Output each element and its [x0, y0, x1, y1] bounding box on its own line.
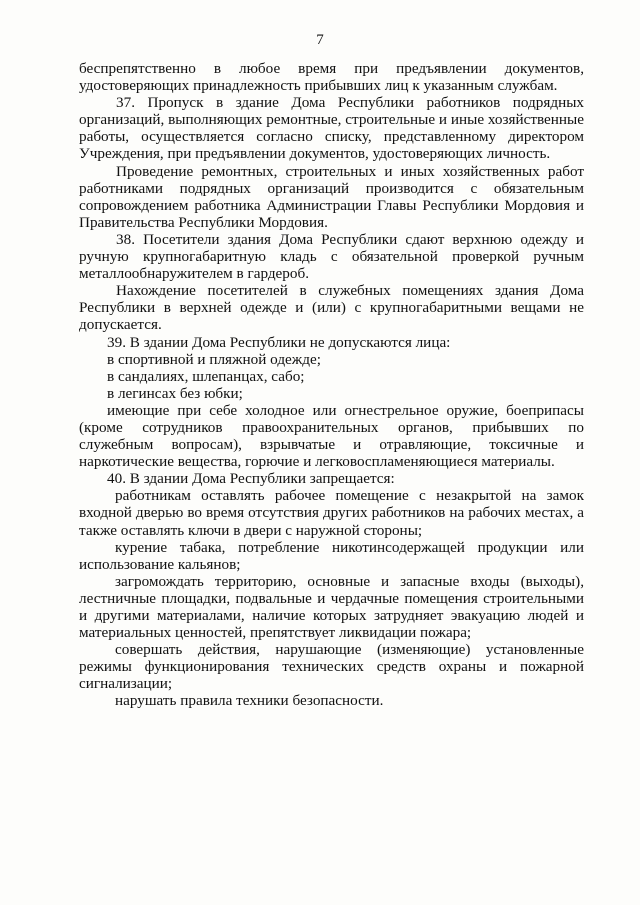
- text-line: Проведение ремонтных, строительных и иных хозяйственных работ: [116, 162, 584, 180]
- text-line: (кроме сотрудников правоохранительных органов, прибывших по: [79, 418, 584, 436]
- text-line: Нахождение посетителей в служебных помещениях здания Дома: [116, 282, 584, 300]
- text-line: Правительства Республики Мордовия.: [79, 213, 328, 231]
- text-line: загромождать территорию, основные и запасные входы (выходы),: [115, 572, 584, 590]
- text-line: работы, осуществляется согласно списку, представленному директором: [79, 128, 584, 146]
- text-line: 37. Пропуск в здание Дома Республики работников подрядных: [116, 94, 584, 112]
- text-line: ручную крупногабаритную кладь с обязательной проверкой ручным: [79, 248, 584, 266]
- text-line: в легинсах без юбки;: [107, 384, 243, 402]
- text-line: режимы функционирования технических средств охраны и пожарной: [79, 658, 584, 676]
- text-line: курение табака, потребление никотинсодержащей продукции или: [115, 538, 584, 556]
- text-line: также оставлять ключи в двери с наружной стороны;: [79, 521, 423, 539]
- text-line: совершать действия, нарушающие (изменяющие) установленные: [115, 641, 584, 659]
- text-line: имеющие при себе холодное или огнестрельное оружие, боеприпасы: [107, 401, 584, 419]
- text-line: удостоверяющих принадлежность прибывших лиц к указанным службам.: [79, 77, 558, 95]
- page-number: 7: [316, 32, 324, 48]
- text-line: Республики в верхней одежде и (или) с крупногабаритными вещами не: [79, 299, 584, 317]
- text-line: наркотические вещества, горючие и легковоспламеняющиеся материалы.: [79, 453, 555, 471]
- text-line: допускается.: [79, 316, 162, 334]
- text-line: лестничные площадки, подвальные и чердачные помещения строительными: [79, 589, 584, 607]
- text-line: материальных ценностей, препятствует ликвидации пожара;: [79, 624, 472, 642]
- text-line: 39. В здании Дома Республики не допускаются лица:: [107, 333, 451, 351]
- text-line: нарушать правила техники безопасности.: [115, 692, 384, 710]
- document-body: [79, 60, 584, 710]
- text-line: организаций, выполняющих ремонтные, строительные и иные хозяйственные: [79, 111, 584, 129]
- text-line: служебным вопросам), взрывчатые и отравляющие, токсичные и: [79, 436, 584, 454]
- text-line: Учреждения, при предъявлении документов, удостоверяющих личность.: [79, 145, 551, 163]
- text-line: работникам оставлять рабочее помещение с незакрытой на замок: [115, 487, 584, 505]
- text-line: сигнализации;: [79, 675, 173, 693]
- text-line: 40. В здании Дома Республики запрещается:: [107, 470, 395, 488]
- text-line: сопровождением работника Администрации Главы Республики Мордовия и: [79, 196, 584, 214]
- text-line: входной дверью во время отсутствия других работников на рабочих местах, а: [79, 504, 584, 522]
- text-line: 38. Посетители здания Дома Республики сдают верхнюю одежду и: [116, 230, 584, 248]
- text-line: в сандалиях, шлепанцах, сабо;: [107, 367, 305, 385]
- text-line: и другими материалами, наличие которых затрудняет эвакуацию людей и: [79, 607, 584, 624]
- text-line: работниками подрядных организаций производится с обязательным: [79, 179, 584, 197]
- text-line: беспрепятственно в любое время при предъявлении документов,: [79, 60, 584, 77]
- text-line: в спортивной и пляжной одежде;: [107, 350, 321, 368]
- text-line: использование кальянов;: [79, 555, 241, 573]
- text-line: металлообнаружителем в гардероб.: [79, 265, 310, 283]
